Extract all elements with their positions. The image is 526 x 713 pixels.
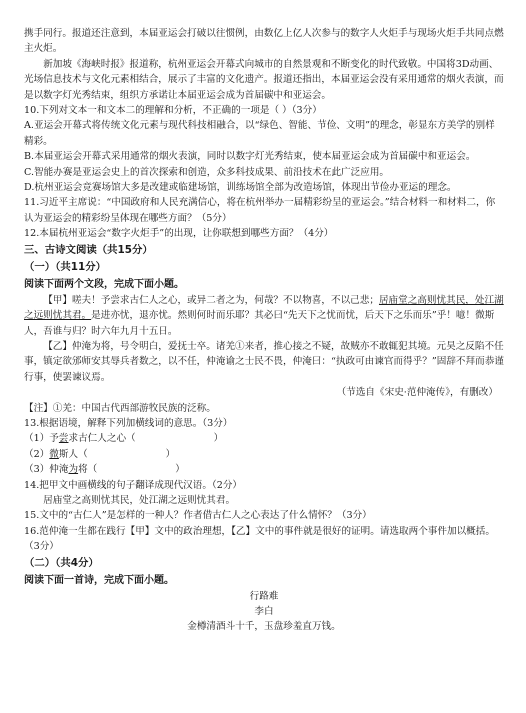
question-10-option-d: D.杭州亚运会竞赛场馆大多是改建或临建场馆，训练场馆全部为改造场馆，体现出节俭办亚运的理念。 (24, 182, 457, 194)
question-16-stem: 16.范仲淹一生都在践行【甲】文中的政治理想，【乙】文中的事件就是很好的证明。请选取两个事件加以概括。 (24, 525, 495, 537)
question-13-item-2: （2）微斯人（ ） (24, 448, 176, 460)
question-10 (24, 103, 504, 195)
passage-yi: 【乙】仲淹为将，号令明白，爱抚士卒。诸羌①来者，推心接之不疑，故贼亦不敢辄犯其境。元昊之反陷不任事，镇定欲邠师安其辱兵者数之，以不任，仲淹谕之士民不畏，仲淹曰：“执政可由谏官而得乎？”固辞不拜而恭谨行事，使罢谏议焉。 (24, 340, 504, 383)
question-12: 12.本届杭州亚运会“数字火炬手”的出现，让你联想到哪些方面？（4分） (24, 228, 334, 240)
intro-line: 携手同行。报道还注意到，本届亚运会打破以往惯例，由数亿上亿人次参与的数字人火炬手与现场火炬手共同点燃主火炬。 (24, 28, 504, 55)
question-15: 15.文中的“古仁人”是怎样的一种人？作者借古仁人之心表达了什么情怀？（3分） (24, 510, 372, 522)
question-10-stem: 10.下列对文本一和文本二的理解和分析，不正确的一项是（ ）（3分） (24, 105, 322, 117)
question-13 (24, 416, 504, 478)
part-1-heading: （一）（共11分） (24, 260, 106, 273)
section-3-heading: 三、古诗文阅读（共15分） (24, 243, 153, 256)
question-13-item-3: （3）仲淹为将（ ） (24, 464, 185, 476)
question-10-option-c: C.智能办赛是亚运会史上的首次探索和创造，众多科技成果、前沿技术在此广泛应用。 (24, 166, 390, 178)
poem-title: 行路难 (249, 590, 279, 602)
part-1-instruction: 阅读下面两个文段，完成下面小题。 (24, 278, 184, 290)
question-16-score: （3分） (24, 541, 59, 553)
passage-yi-source: （节选自《宋史·范仲淹传》，有删改） (336, 387, 498, 399)
passage-jia-text-1: 【甲】嗟夫！予尝求古仁人之心，或异二者之为，何哉？不以物喜，不以己悲； (43, 294, 379, 306)
poem-line-1: 金樽清酒斗十千，玉盘珍羞直万钱。 (187, 621, 341, 633)
underlined-word: 为 (68, 464, 79, 476)
passage-jia-text-2: 是进亦忧，退亦忧。然则何时而乐耶？其必曰“先天下之忧而忧，后天下之乐而乐”乎！噫！微斯人，吾谁与归？时六年九月十五日。 (24, 310, 495, 337)
part-2-instruction: 阅读下面一首诗，完成下面小题。 (24, 574, 174, 586)
underlined-word: 微 (49, 448, 59, 460)
question-13-stem: 13.根据语境，解释下列加横线词的意思。（3分） (24, 417, 233, 429)
question-10-option-b: B.本届亚运会开幕式采用通常的烟火表演，同时以数字灯光秀结束，使本届亚运会成为首届碳中和亚运会。 (24, 151, 476, 163)
part-2-heading: （二）（共4分） (24, 556, 99, 569)
question-10-option-a: A.亚运会开幕式将传统文化元素与现代科技相融合，以“绿色、智能、节俭、文明”的理念，彰显东方美学的别样精彩。 (24, 120, 495, 147)
question-14-stem: 14.把甲文中画横线的句子翻译成现代汉语。（2分） (24, 479, 243, 491)
question-13-item-1: （1）予尝求古仁人之心（ ） (24, 433, 224, 445)
passage-jia-underlined-sentence: 居庙堂之高则忧其民，处江湖之远则忧其君。 (24, 294, 504, 322)
poem-author: 李白 (254, 606, 274, 617)
passage-jia (24, 293, 504, 339)
intro-paragraph: 新加坡《海峡时报》报道称，杭州亚运会开幕式向城市的自然景观和不断变化的时代致敬。中国将3D动画、光场信息技术与文化元素相结合，展示了丰富的文化遗产。报道还指出，本届亚运会没有采用通常的烟火表演，而是以数字灯光秀结束，组织方承诺让本届亚运会成为首届碳中和亚运会。 (24, 58, 504, 101)
question-11: 11.习近平主席说：“中国政府和人民充满信心，将在杭州举办一届精彩纷呈的亚运会。”结合材料一和材料二，你认为亚运会的精彩纷呈体现在哪些方面？（5分） (24, 197, 496, 224)
question-14-sentence: 居庙堂之高则忧其民，处江湖之远则忧其君。 (43, 494, 236, 506)
underlined-word: 尝 (58, 433, 69, 445)
footnote: 【注】①羌：中国古代西部游牧民族的泛称。 (24, 402, 216, 414)
